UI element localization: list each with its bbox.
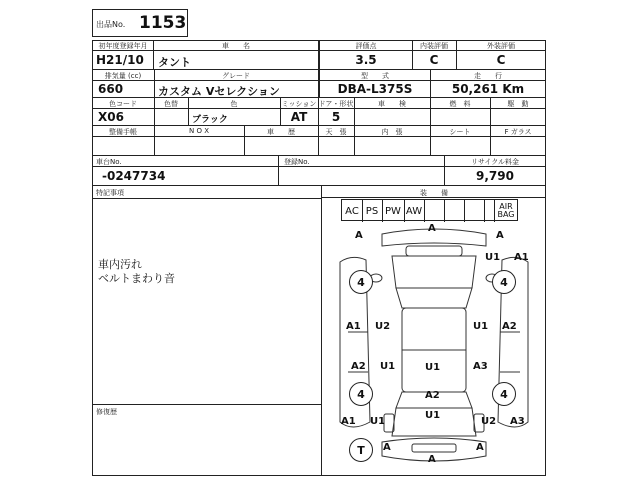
notes-line-2: ベルトまわり音 bbox=[98, 272, 175, 285]
notes-column bbox=[92, 186, 322, 476]
front-grille bbox=[406, 246, 462, 256]
equip-slot-7 bbox=[464, 200, 485, 222]
mark-rl-a1: A1 bbox=[341, 416, 356, 427]
interior-grade: C bbox=[429, 53, 439, 67]
inspection-label: 車 検 bbox=[378, 100, 406, 108]
notes-label: 特記事項 bbox=[96, 189, 124, 197]
first-reg: H21/10 bbox=[96, 53, 144, 67]
mark-right-u1: U1 bbox=[473, 321, 489, 332]
tire-rear-left: 4 bbox=[349, 382, 373, 406]
exterior-label: 外装評価 bbox=[487, 42, 515, 50]
score: 3.5 bbox=[355, 53, 377, 67]
row-3 bbox=[92, 98, 546, 126]
color-type-label: 色替 bbox=[164, 100, 178, 108]
equipment-label: 装 備 bbox=[420, 189, 448, 197]
mark-left-u2: U2 bbox=[375, 321, 391, 332]
recycle-fee: 9,790 bbox=[476, 169, 514, 183]
tire-front-right: 4 bbox=[492, 270, 516, 294]
mark-fr-u1: U1 bbox=[485, 252, 501, 263]
equip-aw: AW bbox=[404, 200, 425, 222]
equip-slot-6 bbox=[444, 200, 465, 222]
mark-front-top: A bbox=[428, 223, 436, 234]
repair-label: 修復歴 bbox=[96, 408, 117, 416]
color-label: 色 bbox=[230, 100, 238, 108]
manual-label: 整備手帳 bbox=[109, 128, 137, 136]
interior-wrap-label: 内 張 bbox=[381, 128, 403, 136]
mission: AT bbox=[290, 110, 308, 124]
sunroof-label: 天 張 bbox=[325, 128, 347, 136]
tire-front-left: 4 bbox=[349, 270, 373, 294]
lot-number-box bbox=[92, 9, 188, 37]
mark-front-left: A bbox=[355, 230, 363, 241]
tire-rear-right: 4 bbox=[492, 382, 516, 406]
mileage: 50,261 Km bbox=[451, 82, 525, 96]
row-2 bbox=[92, 70, 546, 98]
chassis-label: 車台No. bbox=[96, 158, 122, 166]
mark-rr-a3: A3 bbox=[510, 416, 525, 427]
mission-label: ミッション bbox=[281, 100, 317, 108]
row-1 bbox=[92, 40, 546, 70]
mileage-label: 走 行 bbox=[474, 72, 502, 80]
first-reg-label: 初年度登録年月 bbox=[98, 42, 148, 50]
model-label: 型 式 bbox=[361, 72, 389, 80]
mark-rear-a-left: A bbox=[383, 442, 391, 453]
fglass-label: F ガラス bbox=[504, 128, 532, 136]
mark-left-u1: U1 bbox=[380, 361, 396, 372]
mark-rr-u2: U2 bbox=[481, 416, 497, 427]
mark-center-u1: U1 bbox=[425, 362, 441, 373]
equip-ac: AC bbox=[342, 200, 363, 222]
color: ブラック bbox=[192, 115, 228, 125]
interior-label: 内装評価 bbox=[420, 42, 448, 50]
equip-airbag: AIR BAG bbox=[497, 202, 515, 219]
fuel-label: 燃 料 bbox=[449, 100, 471, 108]
lot-number-label: 出品No. bbox=[96, 20, 126, 29]
doors-label: ドア・形状 bbox=[318, 100, 354, 108]
history-label: 車 歴 bbox=[267, 128, 295, 136]
color-code-label: 色コード bbox=[109, 100, 137, 108]
mark-left-a2: A2 bbox=[351, 361, 366, 372]
doors: 5 bbox=[331, 110, 341, 124]
mark-left-a1: A1 bbox=[346, 321, 361, 332]
row-4 bbox=[92, 126, 546, 156]
mark-fr-a1: A1 bbox=[514, 252, 529, 263]
score-label: 評価点 bbox=[355, 42, 377, 50]
seat-label: シート bbox=[449, 128, 471, 136]
grade: カスタム Vセレクション bbox=[158, 85, 280, 98]
notes-line-1: 車内汚れ bbox=[98, 258, 142, 271]
mark-right-a3: A3 bbox=[473, 361, 488, 372]
mark-front-right: A bbox=[496, 230, 504, 241]
mark-center-a2: A2 bbox=[425, 390, 440, 401]
mark-rear-a-right: A bbox=[476, 442, 484, 453]
displacement-label: 排気量 (cc) bbox=[104, 72, 142, 80]
mark-rear-bottom: A bbox=[428, 454, 436, 465]
exterior-grade: C bbox=[496, 53, 506, 67]
car-name: タント bbox=[158, 56, 191, 69]
mark-right-a2: A2 bbox=[502, 321, 517, 332]
windshield bbox=[396, 288, 472, 308]
hood bbox=[392, 256, 476, 288]
lot-number: 1153 bbox=[139, 13, 187, 33]
displacement: 660 bbox=[98, 82, 124, 96]
mark-rl-u1: U1 bbox=[370, 416, 386, 427]
row-5 bbox=[92, 156, 546, 186]
equip-ps: PS bbox=[362, 200, 383, 222]
mark-rear-u1: U1 bbox=[425, 410, 441, 421]
color-code: X06 bbox=[98, 110, 124, 124]
drive-label: 駆 動 bbox=[507, 100, 529, 108]
regno-label: 登録No. bbox=[284, 158, 310, 166]
car-name-label: 車 名 bbox=[222, 42, 250, 50]
recycle-label: リサイクル料金 bbox=[470, 158, 520, 166]
spare-tire: T bbox=[349, 438, 373, 462]
equip-pw: PW bbox=[382, 200, 405, 222]
equipment-header bbox=[322, 186, 546, 198]
grade-label: グレード bbox=[222, 72, 250, 80]
equip-slot-5 bbox=[424, 200, 445, 222]
equipment-row bbox=[341, 199, 518, 221]
nox-label: N O X bbox=[189, 127, 209, 135]
model: DBA-L375S bbox=[337, 82, 413, 96]
chassis-number: -0247734 bbox=[102, 169, 166, 183]
